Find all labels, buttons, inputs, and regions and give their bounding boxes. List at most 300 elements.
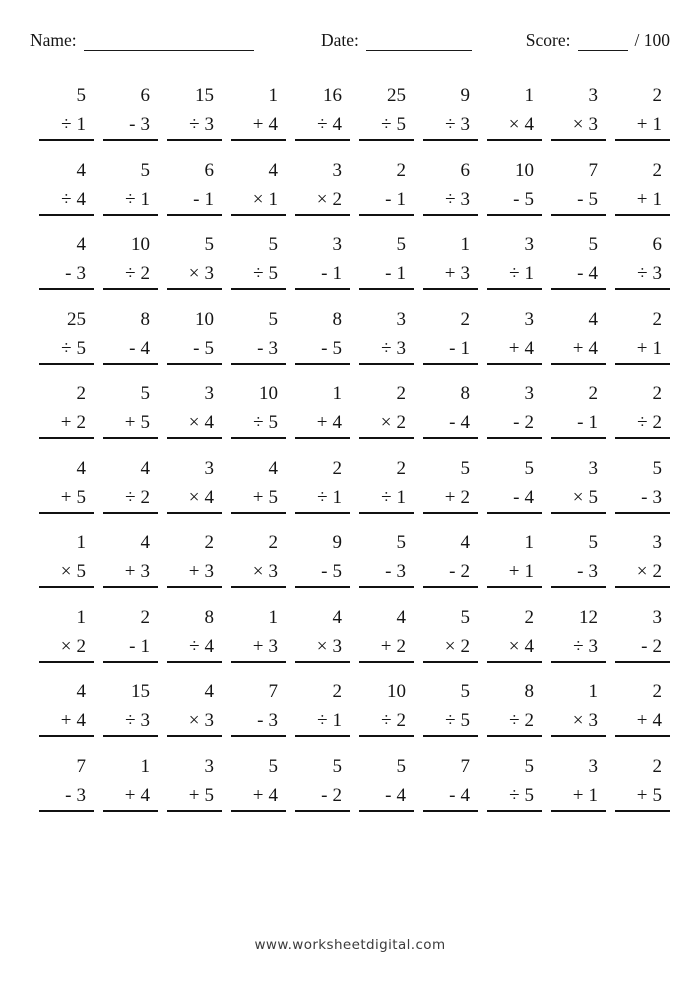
problem-cell: [94, 446, 158, 521]
top-operand: 1: [524, 85, 534, 106]
operator: +: [188, 784, 200, 806]
operator: +: [636, 114, 648, 135]
top-operand: 4: [268, 159, 278, 181]
operator: -: [257, 710, 264, 731]
answer-line: [295, 710, 350, 737]
operator: ÷: [445, 710, 456, 731]
bottom-operand: 1: [524, 561, 534, 582]
bottom-operand: 2: [332, 784, 342, 806]
problem-cell: [286, 371, 350, 446]
answer-line: [167, 338, 222, 365]
top-operand: 3: [524, 308, 534, 330]
answer-line: [551, 487, 606, 514]
operator: ÷: [381, 114, 392, 135]
operator: ÷: [445, 114, 456, 135]
answer-line: [167, 189, 222, 216]
top-operand: 5: [76, 85, 86, 106]
bottom-operand: 2: [460, 635, 470, 657]
operator: -: [321, 337, 328, 359]
problem-cell: [414, 222, 478, 297]
operator: -: [577, 561, 584, 582]
problem-cell: [94, 148, 158, 223]
operator: +: [636, 784, 648, 806]
operator: +: [188, 561, 200, 582]
operator: +: [572, 784, 584, 806]
answer-line: [359, 785, 414, 812]
operator: +: [252, 486, 264, 508]
problem-cell: [542, 669, 606, 744]
top-operand: 5: [204, 234, 214, 255]
top-operand: 5: [396, 532, 406, 553]
bottom-operand: 5: [268, 263, 278, 284]
problem-cell: [350, 371, 414, 446]
top-operand: 16: [323, 85, 342, 106]
top-operand: 8: [204, 606, 214, 628]
problem-cell: [222, 222, 286, 297]
problems-grid: [30, 73, 670, 818]
top-operand: 6: [652, 234, 662, 255]
top-operand: 8: [140, 308, 150, 330]
top-operand: 3: [524, 234, 534, 255]
answer-line: [39, 412, 94, 439]
top-operand: 4: [588, 308, 598, 330]
operator: ÷: [317, 486, 328, 508]
answer-line: [551, 338, 606, 365]
bottom-operand: 1: [396, 188, 406, 210]
top-operand: 9: [332, 532, 342, 553]
bottom-operand: 3: [460, 188, 470, 210]
answer-line: [231, 412, 286, 439]
problem-cell: [350, 669, 414, 744]
problem-cell: [542, 520, 606, 595]
answer-line: [231, 710, 286, 737]
problem-cell: [350, 222, 414, 297]
top-operand: 4: [76, 234, 86, 255]
answer-line: [295, 189, 350, 216]
answer-line: [39, 785, 94, 812]
operator: ×: [60, 561, 72, 582]
answer-line: [103, 636, 158, 663]
answer-line: [231, 487, 286, 514]
bottom-operand: 5: [332, 561, 342, 582]
problem-cell: [286, 222, 350, 297]
answer-line: [295, 114, 350, 141]
top-operand: 2: [332, 457, 342, 479]
name-label: Name:: [30, 30, 77, 50]
answer-line: [551, 114, 606, 141]
answer-line: [167, 561, 222, 588]
answer-line: [423, 636, 478, 663]
bottom-operand: 4: [524, 337, 534, 359]
problem-cell: [222, 595, 286, 670]
bottom-operand: 5: [588, 486, 598, 508]
operator: ÷: [317, 710, 328, 731]
bottom-operand: 4: [332, 412, 342, 433]
answer-line: [39, 636, 94, 663]
problem-cell: [222, 73, 286, 148]
bottom-operand: 2: [652, 412, 662, 433]
problem-cell: [606, 520, 670, 595]
answer-line: [615, 710, 670, 737]
operator: ×: [508, 635, 520, 657]
top-operand: 5: [588, 234, 598, 255]
problem-cell: [478, 148, 542, 223]
operator: ÷: [637, 412, 648, 433]
problem-cell: [606, 744, 670, 819]
operator: +: [252, 114, 264, 135]
answer-line: [103, 338, 158, 365]
top-operand: 2: [396, 383, 406, 404]
top-operand: 2: [652, 85, 662, 106]
problem-cell: [542, 371, 606, 446]
bottom-operand: 2: [396, 412, 406, 433]
bottom-operand: 2: [396, 635, 406, 657]
bottom-operand: 3: [140, 561, 150, 582]
operator: ×: [444, 635, 456, 657]
problem-cell: [222, 371, 286, 446]
top-operand: 7: [76, 755, 86, 777]
bottom-operand: 3: [76, 263, 86, 284]
answer-line: [423, 189, 478, 216]
operator: +: [60, 710, 72, 731]
top-operand: 10: [515, 159, 534, 181]
top-operand: 9: [460, 85, 470, 106]
problem-cell: [30, 446, 94, 521]
operator: ÷: [637, 263, 648, 284]
answer-line: [359, 710, 414, 737]
answer-line: [615, 263, 670, 290]
answer-line: [615, 487, 670, 514]
top-operand: 7: [588, 159, 598, 181]
operator: +: [508, 561, 520, 582]
bottom-operand: 3: [588, 635, 598, 657]
operator: +: [60, 412, 72, 433]
problem-cell: [30, 148, 94, 223]
top-operand: 2: [268, 532, 278, 553]
bottom-operand: 4: [204, 635, 214, 657]
bottom-operand: 2: [652, 561, 662, 582]
answer-line: [103, 189, 158, 216]
top-operand: 2: [332, 681, 342, 702]
operator: -: [321, 263, 328, 284]
top-operand: 5: [268, 308, 278, 330]
bottom-operand: 1: [652, 337, 662, 359]
bottom-operand: 5: [76, 486, 86, 508]
problem-cell: [478, 520, 542, 595]
answer-line: [359, 412, 414, 439]
operator: -: [257, 337, 264, 359]
top-operand: 2: [204, 532, 214, 553]
problem-cell: [350, 297, 414, 372]
worksheet-header: [30, 30, 670, 51]
bottom-operand: 1: [396, 263, 406, 284]
operator: ÷: [125, 486, 136, 508]
top-operand: 5: [524, 755, 534, 777]
answer-line: [423, 263, 478, 290]
answer-line: [231, 189, 286, 216]
operator: ×: [316, 635, 328, 657]
top-operand: 3: [396, 308, 406, 330]
answer-line: [231, 114, 286, 141]
answer-line: [487, 263, 542, 290]
answer-line: [167, 263, 222, 290]
answer-line: [295, 263, 350, 290]
bottom-operand: 4: [396, 784, 406, 806]
answer-line: [551, 189, 606, 216]
answer-line: [231, 561, 286, 588]
operator: ×: [380, 412, 392, 433]
operator: ×: [252, 188, 264, 210]
date-field-group: [321, 30, 472, 51]
answer-line: [231, 263, 286, 290]
answer-line: [39, 710, 94, 737]
problem-cell: [286, 744, 350, 819]
bottom-operand: 1: [140, 635, 150, 657]
top-operand: 3: [332, 234, 342, 255]
bottom-operand: 3: [396, 337, 406, 359]
problem-cell: [478, 222, 542, 297]
bottom-operand: 3: [204, 114, 214, 135]
operator: ×: [316, 188, 328, 210]
problem-cell: [414, 73, 478, 148]
top-operand: 4: [332, 606, 342, 628]
operator: -: [385, 263, 392, 284]
bottom-operand: 5: [268, 486, 278, 508]
score-denominator: / 100: [634, 30, 670, 50]
bottom-operand: 1: [332, 263, 342, 284]
problem-cell: [350, 148, 414, 223]
operator: +: [124, 784, 136, 806]
answer-line: [551, 636, 606, 663]
answer-line: [615, 114, 670, 141]
operator: ÷: [61, 337, 72, 359]
answer-line: [39, 189, 94, 216]
bottom-operand: 4: [76, 710, 86, 731]
top-operand: 5: [524, 457, 534, 479]
top-operand: 1: [76, 606, 86, 628]
answer-line: [231, 338, 286, 365]
top-operand: 3: [652, 532, 662, 553]
problem-cell: [606, 73, 670, 148]
bottom-operand: 4: [268, 784, 278, 806]
top-operand: 3: [588, 85, 598, 106]
problem-cell: [30, 669, 94, 744]
problem-cell: [414, 371, 478, 446]
top-operand: 6: [140, 85, 150, 106]
operator: +: [60, 486, 72, 508]
problem-cell: [158, 669, 222, 744]
problem-cell: [222, 148, 286, 223]
top-operand: 5: [588, 532, 598, 553]
date-blank-line: [366, 35, 472, 51]
operator: ×: [188, 412, 200, 433]
bottom-operand: 4: [76, 188, 86, 210]
problem-cell: [478, 446, 542, 521]
operator: -: [129, 114, 136, 135]
top-operand: 6: [460, 159, 470, 181]
bottom-operand: 1: [140, 188, 150, 210]
operator: ×: [572, 486, 584, 508]
bottom-operand: 1: [332, 710, 342, 731]
bottom-operand: 4: [268, 114, 278, 135]
operator: ÷: [253, 263, 264, 284]
operator: ÷: [509, 263, 520, 284]
problem-cell: [414, 297, 478, 372]
top-operand: 2: [524, 606, 534, 628]
score-label: Score:: [525, 30, 571, 50]
problem-cell: [542, 595, 606, 670]
problem-cell: [606, 446, 670, 521]
bottom-operand: 3: [460, 114, 470, 135]
operator: +: [636, 188, 648, 210]
top-operand: 4: [76, 159, 86, 181]
answer-line: [39, 338, 94, 365]
bottom-operand: 1: [524, 263, 534, 284]
operator: ÷: [445, 188, 456, 210]
operator: ÷: [61, 114, 72, 135]
top-operand: 2: [652, 308, 662, 330]
answer-line: [103, 412, 158, 439]
bottom-operand: 5: [652, 784, 662, 806]
operator: ×: [188, 263, 200, 284]
problem-cell: [478, 744, 542, 819]
top-operand: 1: [332, 383, 342, 404]
operator: -: [193, 188, 200, 210]
operator: ÷: [189, 114, 200, 135]
bottom-operand: 5: [524, 188, 534, 210]
problem-cell: [478, 669, 542, 744]
answer-line: [487, 487, 542, 514]
answer-line: [615, 338, 670, 365]
problem-cell: [350, 744, 414, 819]
problem-cell: [158, 446, 222, 521]
answer-line: [359, 114, 414, 141]
problem-cell: [478, 73, 542, 148]
bottom-operand: 1: [460, 337, 470, 359]
answer-line: [551, 561, 606, 588]
top-operand: 3: [588, 755, 598, 777]
bottom-operand: 3: [652, 263, 662, 284]
answer-line: [615, 785, 670, 812]
bottom-operand: 5: [140, 412, 150, 433]
top-operand: 1: [140, 755, 150, 777]
problem-cell: [94, 222, 158, 297]
operator: -: [385, 561, 392, 582]
top-operand: 8: [524, 681, 534, 702]
problem-cell: [414, 669, 478, 744]
operator: -: [449, 412, 456, 433]
problem-cell: [30, 73, 94, 148]
top-operand: 15: [195, 85, 214, 106]
top-operand: 7: [268, 681, 278, 702]
operator: +: [636, 337, 648, 359]
top-operand: 2: [76, 383, 86, 404]
bottom-operand: 4: [460, 412, 470, 433]
problem-cell: [542, 744, 606, 819]
answer-line: [167, 636, 222, 663]
operator: -: [449, 784, 456, 806]
operator: ÷: [509, 784, 520, 806]
bottom-operand: 4: [204, 412, 214, 433]
bottom-operand: 2: [524, 412, 534, 433]
answer-line: [423, 412, 478, 439]
operator: ×: [188, 486, 200, 508]
operator: -: [321, 784, 328, 806]
answer-line: [551, 785, 606, 812]
answer-line: [487, 114, 542, 141]
operator: -: [641, 486, 648, 508]
top-operand: 25: [387, 85, 406, 106]
top-operand: 4: [268, 457, 278, 479]
bottom-operand: 1: [396, 486, 406, 508]
top-operand: 3: [204, 755, 214, 777]
answer-line: [103, 487, 158, 514]
answer-line: [359, 263, 414, 290]
top-operand: 8: [460, 383, 470, 404]
top-operand: 3: [652, 606, 662, 628]
operator: +: [508, 337, 520, 359]
top-operand: 3: [204, 383, 214, 404]
problem-cell: [542, 73, 606, 148]
top-operand: 10: [387, 681, 406, 702]
bottom-operand: 4: [588, 337, 598, 359]
answer-line: [167, 710, 222, 737]
answer-line: [615, 636, 670, 663]
bottom-operand: 1: [652, 188, 662, 210]
operator: -: [193, 337, 200, 359]
answer-line: [423, 710, 478, 737]
problem-cell: [94, 520, 158, 595]
top-operand: 2: [588, 383, 598, 404]
answer-line: [487, 561, 542, 588]
answer-line: [39, 487, 94, 514]
problem-cell: [30, 371, 94, 446]
bottom-operand: 3: [268, 635, 278, 657]
bottom-operand: 3: [204, 263, 214, 284]
bottom-operand: 5: [460, 710, 470, 731]
problem-cell: [606, 371, 670, 446]
bottom-operand: 4: [140, 784, 150, 806]
problem-cell: [30, 297, 94, 372]
problem-cell: [158, 520, 222, 595]
problem-cell: [606, 222, 670, 297]
answer-line: [359, 338, 414, 365]
answer-line: [103, 114, 158, 141]
answer-line: [487, 785, 542, 812]
top-operand: 4: [76, 457, 86, 479]
operator: -: [577, 188, 584, 210]
problem-cell: [606, 669, 670, 744]
bottom-operand: 5: [204, 784, 214, 806]
problem-cell: [350, 73, 414, 148]
bottom-operand: 3: [460, 263, 470, 284]
bottom-operand: 4: [588, 263, 598, 284]
bottom-operand: 3: [652, 486, 662, 508]
operator: ÷: [381, 710, 392, 731]
bottom-operand: 3: [268, 561, 278, 582]
top-operand: 8: [332, 308, 342, 330]
problem-cell: [158, 744, 222, 819]
bottom-operand: 3: [268, 337, 278, 359]
bottom-operand: 4: [332, 114, 342, 135]
operator: +: [444, 263, 456, 284]
top-operand: 3: [204, 457, 214, 479]
top-operand: 5: [332, 755, 342, 777]
operator: +: [252, 635, 264, 657]
bottom-operand: 4: [524, 486, 534, 508]
answer-line: [423, 561, 478, 588]
top-operand: 1: [460, 234, 470, 255]
